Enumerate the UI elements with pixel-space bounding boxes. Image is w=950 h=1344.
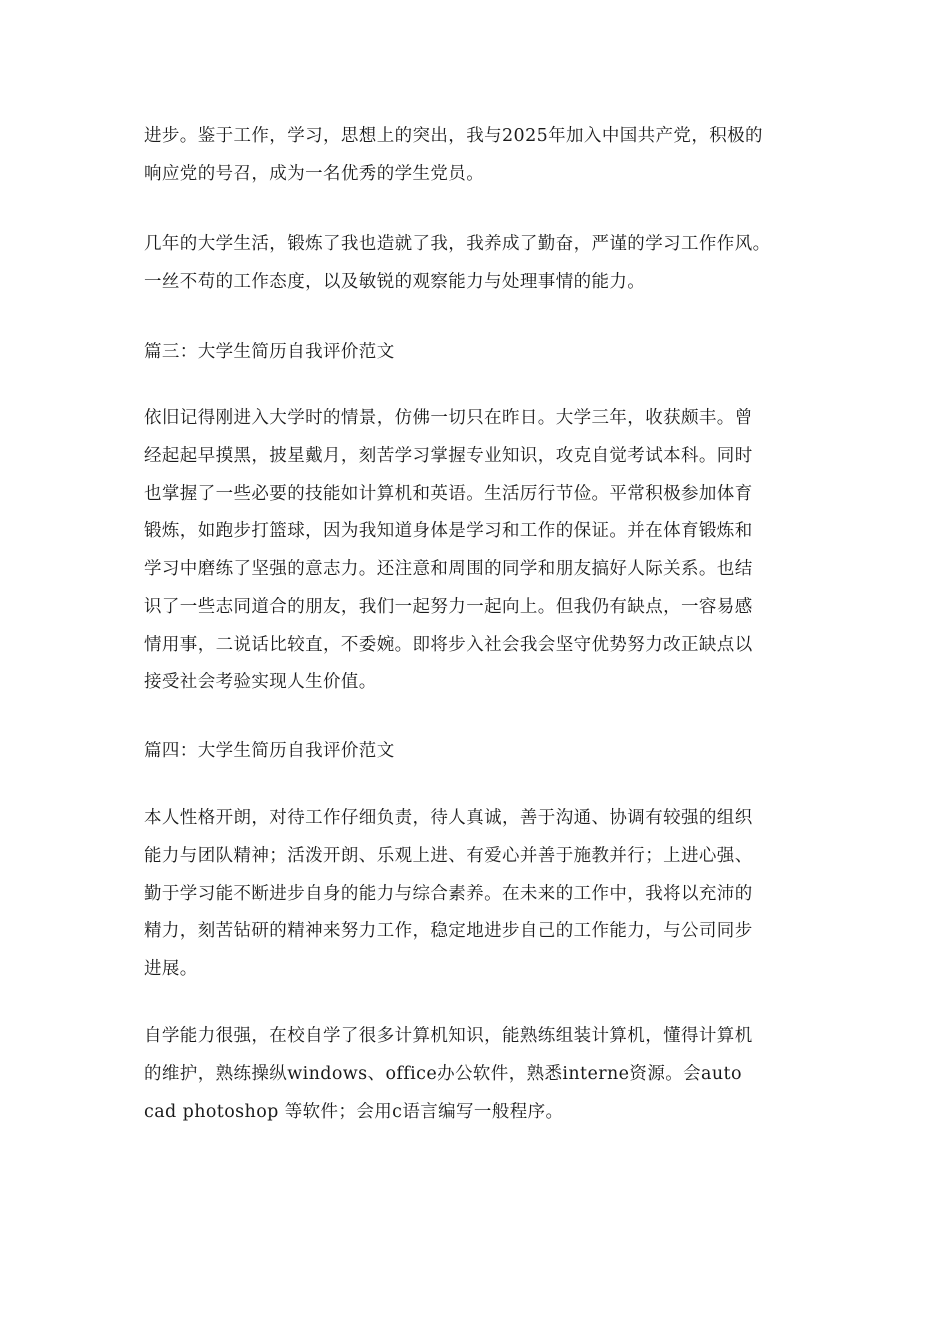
paragraph-line: 依旧记得刚进入大学时的情景，仿佛一切只在昨日。大学三年，收获颇丰。曾	[144, 408, 753, 428]
paragraph-line: 能力与团队精神；活泼开朗、乐观上进、有爱心并善于施教并行；上进心强、	[144, 846, 753, 866]
paragraph-line: cad photoshop 等软件；会用c语言编写一般程序。	[144, 1102, 564, 1122]
paragraph-line: 经起起早摸黑，披星戴月，刻苦学习掌握专业知识，攻克自觉考试本科。同时	[144, 446, 753, 466]
paragraph-line: 响应党的号召，成为一名优秀的学生党员。	[144, 164, 485, 184]
paragraph-line: 精力，刻苦钻研的精神来努力工作，稳定地进步自己的工作能力，与公司同步	[144, 921, 753, 941]
section-heading: 篇四：大学生简历自我评价范文	[144, 741, 395, 761]
paragraph-line: 学习中磨练了坚强的意志力。还注意和周围的同学和朋友搞好人际关系。也结	[144, 559, 753, 579]
paragraph-line: 自学能力很强，在校自学了很多计算机知识，能熟练组装计算机，懂得计算机	[144, 1026, 753, 1046]
paragraph-line: 本人性格开朗，对待工作仔细负责，待人真诚，善于沟通、协调有较强的组织	[144, 808, 753, 828]
paragraph-line: 进步。鉴于工作，学习，思想上的突出，我与2025年加入中国共产党，积极的	[144, 126, 763, 146]
paragraph-line: 接受社会考验实现人生价值。	[144, 672, 377, 692]
paragraph-line: 也掌握了一些必要的技能如计算机和英语。生活厉行节俭。平常积极参加体育	[144, 484, 753, 504]
paragraph-line: 几年的大学生活，锻炼了我也造就了我，我养成了勤奋，严谨的学习工作作风。	[144, 234, 771, 254]
paragraph-line: 情用事，二说话比较直，不委婉。即将步入社会我会坚守优势努力改正缺点以	[144, 635, 753, 655]
paragraph-line: 的维护，熟练操纵windows、office办公软件，熟悉interne资源。会auto	[144, 1064, 742, 1084]
paragraph-line: 识了一些志同道合的朋友，我们一起努力一起向上。但我仍有缺点，一容易感	[144, 597, 753, 617]
paragraph-line: 勤于学习能不断进步自身的能力与综合素养。在未来的工作中，我将以充沛的	[144, 884, 753, 904]
paragraph-line: 进展。	[144, 959, 198, 979]
paragraph-line: 锻炼，如跑步打篮球，因为我知道身体是学习和工作的保证。并在体育锻炼和	[144, 521, 753, 541]
paragraph-line: 一丝不苟的工作态度，以及敏锐的观察能力与处理事情的能力。	[144, 272, 646, 292]
section-heading: 篇三：大学生简历自我评价范文	[144, 342, 395, 362]
